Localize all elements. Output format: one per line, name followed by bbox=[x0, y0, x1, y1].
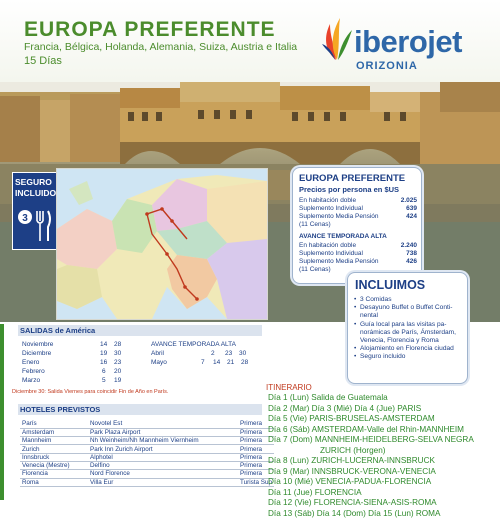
salidas-note: Diciembre 30: Salida Viernes para coincidir Fin de Año en París. bbox=[12, 389, 168, 395]
salidas-month: Noviembre bbox=[22, 341, 53, 348]
price-avance-title: AVANCE TEMPORADA ALTA bbox=[299, 233, 387, 240]
fork-knife-icon bbox=[17, 207, 54, 245]
hotel-city: Amsterdam bbox=[20, 428, 88, 436]
price-panel-title: EUROPA PREFERENTE bbox=[299, 173, 405, 184]
itinerario-title: ITINERARIO bbox=[266, 383, 312, 392]
hotel-name: Nh Weinheim/Nh Mannheim Viernheim bbox=[88, 437, 238, 445]
price-row bbox=[299, 213, 417, 220]
salidas-title: SALIDAS de América bbox=[18, 325, 262, 336]
hotel-category: Primera bbox=[238, 453, 274, 461]
avance-day: 21 bbox=[227, 359, 234, 366]
hotel-city: Venecia (Mestre) bbox=[20, 461, 88, 469]
avance-day: 7 bbox=[201, 359, 205, 366]
days-label: 15 Días bbox=[24, 55, 62, 67]
table-row bbox=[20, 461, 274, 469]
logo-subtitle: ORIZONIA bbox=[356, 60, 418, 72]
price-row-value: 639 bbox=[406, 205, 417, 212]
price-row-value: 426 bbox=[406, 258, 417, 265]
countries-subtitle: Francia, Bélgica, Holanda, Alemania, Suiza, Austria e Italia bbox=[24, 41, 297, 53]
table-row bbox=[20, 478, 274, 486]
table-row bbox=[20, 428, 274, 436]
price-row-label: (11 Cenas) bbox=[299, 266, 331, 273]
salidas-day: 19 bbox=[100, 350, 107, 357]
avance-day: 14 bbox=[213, 359, 220, 366]
list-item: Día 5 (Vie) PARIS-BRUSELAS-AMSTERDAM bbox=[268, 414, 500, 425]
list-item: ZURICH (Horgen) bbox=[268, 446, 500, 457]
hotel-name: Novotel Est bbox=[88, 420, 238, 428]
price-row-label: Suplemento Media Pensión bbox=[299, 258, 379, 265]
list-item: Día 2 (Mar) Día 3 (Mié) Día 4 (Jue) PARIS bbox=[268, 404, 500, 415]
price-row-label: En habitación doble bbox=[299, 242, 356, 249]
hotel-category: Primera bbox=[238, 420, 274, 428]
seguro-label: SEGURO INCLUIDO bbox=[15, 177, 56, 199]
iberojet-logo[interactable] bbox=[322, 10, 492, 74]
salidas-month: Diciembre bbox=[22, 350, 51, 357]
hotel-name: Delfino bbox=[88, 461, 238, 469]
page-title: EUROPA PREFERENTE bbox=[24, 18, 276, 42]
list-item: • Guía local para las visitas pa-norámicas de París, Ámsterdam, Venecia, Florencia y Roma bbox=[354, 321, 466, 346]
list-item: Día 11 (Jue) FLORENCIA bbox=[268, 488, 500, 499]
hotel-category: Primera bbox=[238, 470, 274, 478]
logo-wordmark: iberojet bbox=[354, 24, 462, 60]
left-accent-bar bbox=[0, 324, 4, 500]
salidas-day: 30 bbox=[114, 350, 121, 357]
header bbox=[0, 0, 500, 82]
incluimos-list bbox=[354, 296, 466, 362]
table-row bbox=[20, 470, 274, 478]
itinerario-list bbox=[268, 393, 500, 519]
price-row-value: 2.240 bbox=[401, 242, 417, 249]
price-row-value: 424 bbox=[406, 213, 417, 220]
hotel-category: Turista Sup bbox=[238, 478, 274, 486]
price-row-label: En habitación doble bbox=[299, 197, 356, 204]
salidas-day: 28 bbox=[114, 341, 121, 348]
list-item: Día 9 (Mar) INNSBRUCK-VERONA-VENECIA bbox=[268, 467, 500, 478]
salidas-avance-title: AVANCE TEMPORADA ALTA bbox=[151, 341, 236, 348]
hotel-city: Mannheim bbox=[20, 437, 88, 445]
table-row bbox=[20, 453, 274, 461]
map-illustration bbox=[57, 169, 267, 319]
salidas-day: 5 bbox=[102, 377, 106, 384]
table-row bbox=[20, 437, 274, 445]
hotel-city: Innsbruck bbox=[20, 453, 88, 461]
salidas-day: 6 bbox=[102, 368, 106, 375]
logo-flame-icon bbox=[322, 14, 352, 62]
list-item: Día 7 (Dom) MANNHEIM-HEIDELBERG-SELVA NEGRA bbox=[268, 435, 500, 446]
salidas-day: 20 bbox=[114, 368, 121, 375]
europe-route-map bbox=[56, 168, 268, 320]
list-item: Día 10 (Mié) VENECIA-PADUA-FLORENCIA bbox=[268, 477, 500, 488]
salidas-day: 19 bbox=[114, 377, 121, 384]
hoteles-title: HOTELES PREVISTOS bbox=[18, 404, 262, 415]
hotel-category: Primera bbox=[238, 445, 274, 453]
list-item: Día 6 (Sáb) AMSTERDAM-Valle del Rhin-MANNHEIM bbox=[268, 425, 500, 436]
list-item: Día 13 (Sáb) Día 14 (Dom) Día 15 (Lun) ROMA bbox=[268, 509, 500, 519]
hotel-city: París bbox=[20, 420, 88, 428]
list-item: • Seguro incluido bbox=[354, 353, 466, 361]
avance-day: 28 bbox=[241, 359, 248, 366]
list-item: Día 12 (Vie) FLORENCIA-SIENA-ASIS-ROMA bbox=[268, 498, 500, 509]
price-avance-row bbox=[299, 258, 417, 265]
avance-day: 23 bbox=[225, 350, 232, 357]
salidas-month: Marzo bbox=[22, 377, 40, 384]
hotel-name: Alphotel bbox=[88, 453, 238, 461]
hotel-name: Park Plaza Airport bbox=[88, 428, 238, 436]
price-avance-row bbox=[299, 250, 417, 257]
hotels-table bbox=[20, 420, 274, 487]
salidas-day: 14 bbox=[100, 341, 107, 348]
list-item: Día 1 (Lun) Salida de Guatemala bbox=[268, 393, 500, 404]
seguro-badge-number: 3 bbox=[22, 213, 28, 224]
list-item: • Alojamiento en Florencia ciudad bbox=[354, 345, 466, 353]
salidas-month: Febrero bbox=[22, 368, 45, 375]
price-avance-row bbox=[299, 242, 417, 249]
hotel-category: Primera bbox=[238, 437, 274, 445]
list-item: • Desayuno Buffet o Buffet Conti-nental bbox=[354, 304, 466, 320]
salidas-month: Enero bbox=[22, 359, 39, 366]
hotel-city: Zurich bbox=[20, 445, 88, 453]
incluimos-panel bbox=[347, 272, 468, 384]
price-panel bbox=[292, 167, 422, 284]
price-panel-subtitle: Precios por persona en $US bbox=[299, 185, 399, 194]
table-row bbox=[20, 420, 274, 428]
avance-month: Mayo bbox=[151, 359, 167, 366]
hotel-name: Villa Eur bbox=[88, 478, 238, 486]
price-row-value: 738 bbox=[406, 250, 417, 257]
hotel-name: Nord Florence bbox=[88, 470, 238, 478]
hotel-city: Florencia bbox=[20, 470, 88, 478]
price-row-value: 2.025 bbox=[401, 197, 417, 204]
seguro-incluido-badge bbox=[12, 172, 57, 250]
salidas-day: 16 bbox=[100, 359, 107, 366]
list-item: Día 8 (Lun) ZURICH-LUCERNA-INNSBRUCK bbox=[268, 456, 500, 467]
hotel-category: Primera bbox=[238, 428, 274, 436]
price-row bbox=[299, 197, 417, 204]
price-row-label: Suplemento Media Pensión bbox=[299, 213, 379, 220]
avance-day: 2 bbox=[211, 350, 215, 357]
price-row-label: Suplemento Individual bbox=[299, 205, 363, 212]
hotel-city: Roma bbox=[20, 478, 88, 486]
table-row bbox=[20, 445, 274, 453]
list-item: • 3 Comidas bbox=[354, 296, 466, 304]
hotel-name: Park Inn Zurich Airport bbox=[88, 445, 238, 453]
avance-day: 30 bbox=[239, 350, 246, 357]
salidas-day: 23 bbox=[114, 359, 121, 366]
hotel-category: Primera bbox=[238, 461, 274, 469]
price-row bbox=[299, 221, 417, 228]
incluimos-title: INCLUIMOS bbox=[355, 278, 425, 292]
price-row bbox=[299, 205, 417, 212]
price-row-label: Suplemento Individual bbox=[299, 250, 363, 257]
avance-month: Abril bbox=[151, 350, 164, 357]
price-row-label: (11 Cenas) bbox=[299, 221, 331, 228]
